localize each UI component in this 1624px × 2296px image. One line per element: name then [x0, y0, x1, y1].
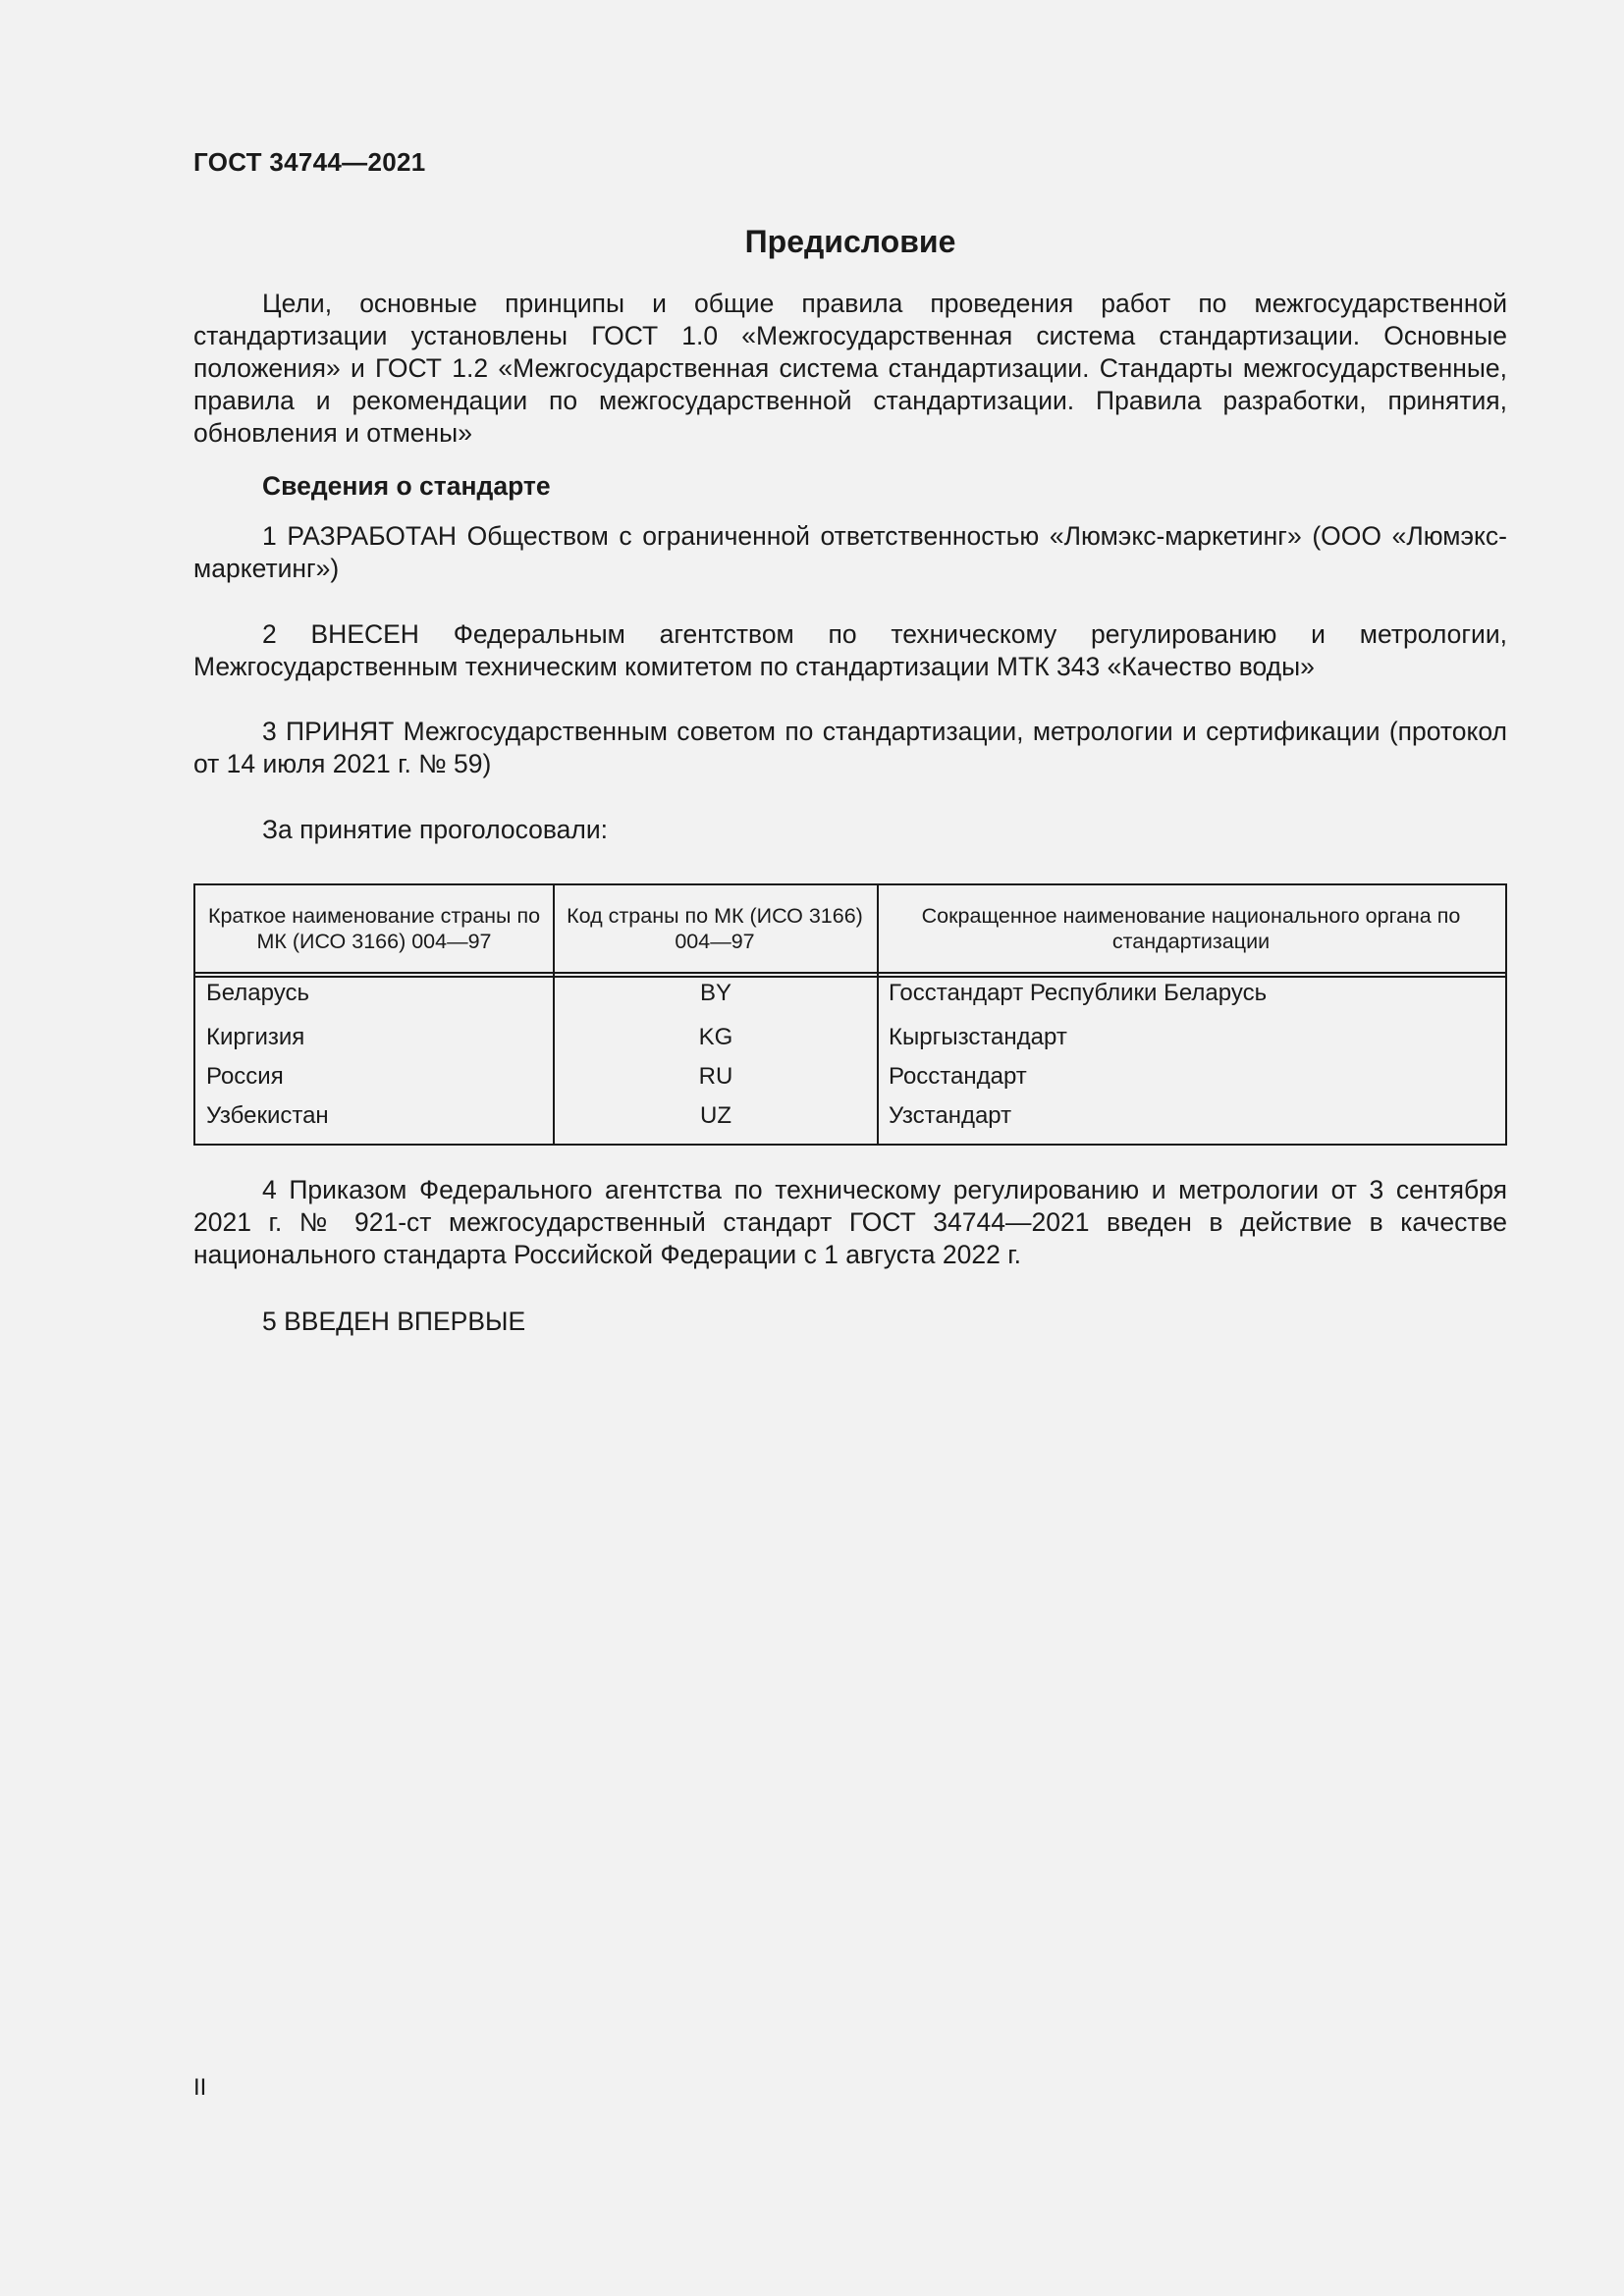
cell-code: BY	[699, 980, 731, 1006]
item-adopted: 3 ПРИНЯТ Межгосударственным советом по стандартизации, метрологии и сертификации (протокол от 14 июля 2021 г. № 59)	[193, 717, 1507, 778]
cell-country: Киргизия	[206, 1024, 305, 1050]
table-header-row	[195, 885, 1505, 974]
item-first-introduced: 5 ВВЕДЕН ВПЕРВЫЕ	[262, 1307, 526, 1336]
cell-standards-body: Госстандарт Республики Беларусь	[889, 980, 1268, 1006]
cell-code: KG	[698, 1024, 733, 1050]
header-country-name: Краткое наименование страны по МК (ИСО 3166) 004—97	[207, 904, 541, 953]
item-developed: 1 РАЗРАБОТАН Обществом с ограниченной ответственностью «Люмэкс-маркетинг» (ООО «Люмэкс-маркетинг»)	[193, 521, 1507, 583]
header-standards-body: Сокращенное наименование национального органа по стандартизации	[921, 904, 1461, 953]
cell-code: RU	[698, 1063, 733, 1090]
cell-standards-body: Росстандарт	[889, 1063, 1027, 1090]
info-heading: Сведения о стандарте	[262, 471, 551, 501]
voting-countries-table	[193, 883, 1507, 1146]
votes-intro: За принятие проголосовали:	[262, 815, 609, 844]
cell-standards-body: Узстандарт	[889, 1102, 1012, 1129]
cell-code: UZ	[700, 1102, 731, 1129]
cell-standards-body: Кыргызстандарт	[889, 1024, 1067, 1050]
cell-country: Россия	[206, 1063, 284, 1090]
page-title: Предисловие	[744, 224, 956, 259]
cell-country: Узбекистан	[206, 1102, 329, 1129]
intro-paragraph: Цели, основные принципы и общие правила проведения работ по межгосударственной стандартизации установлены ГОСТ 1.0 «Межгосударственная система стандартизации. Основные положения» и ГОСТ 1.2 «Межгосударственная система стандартизации. Стандарты межгосударственные, правила и рекомендации по межгосударственной стандартизации. Правила разработки, принятия, обновления и отмены»	[193, 289, 1507, 448]
header-country-code: Код страны по МК (ИСО 3166) 004—97	[567, 904, 863, 953]
document-code-header: ГОСТ 34744—2021	[193, 147, 426, 177]
page-number: II	[193, 2074, 207, 2101]
item-enacted: 4 Приказом Федерального агентства по техническому регулированию и метрологии от 3 сентября 2021 г. № 921-ст межгосударственный стандарт ГОСТ 34744—2021 введен в действие в качестве национального стандарта Российской Федерации с 1 августа 2022 г.	[193, 1175, 1507, 1269]
item-introduced: 2 ВНЕСЕН Федеральным агентством по техническому регулированию и метрологии, Межгосударственным техническим комитетом по стандартизации МТК 343 «Качество воды»	[193, 619, 1507, 681]
column-divider	[877, 885, 879, 1144]
cell-country: Беларусь	[206, 980, 309, 1006]
